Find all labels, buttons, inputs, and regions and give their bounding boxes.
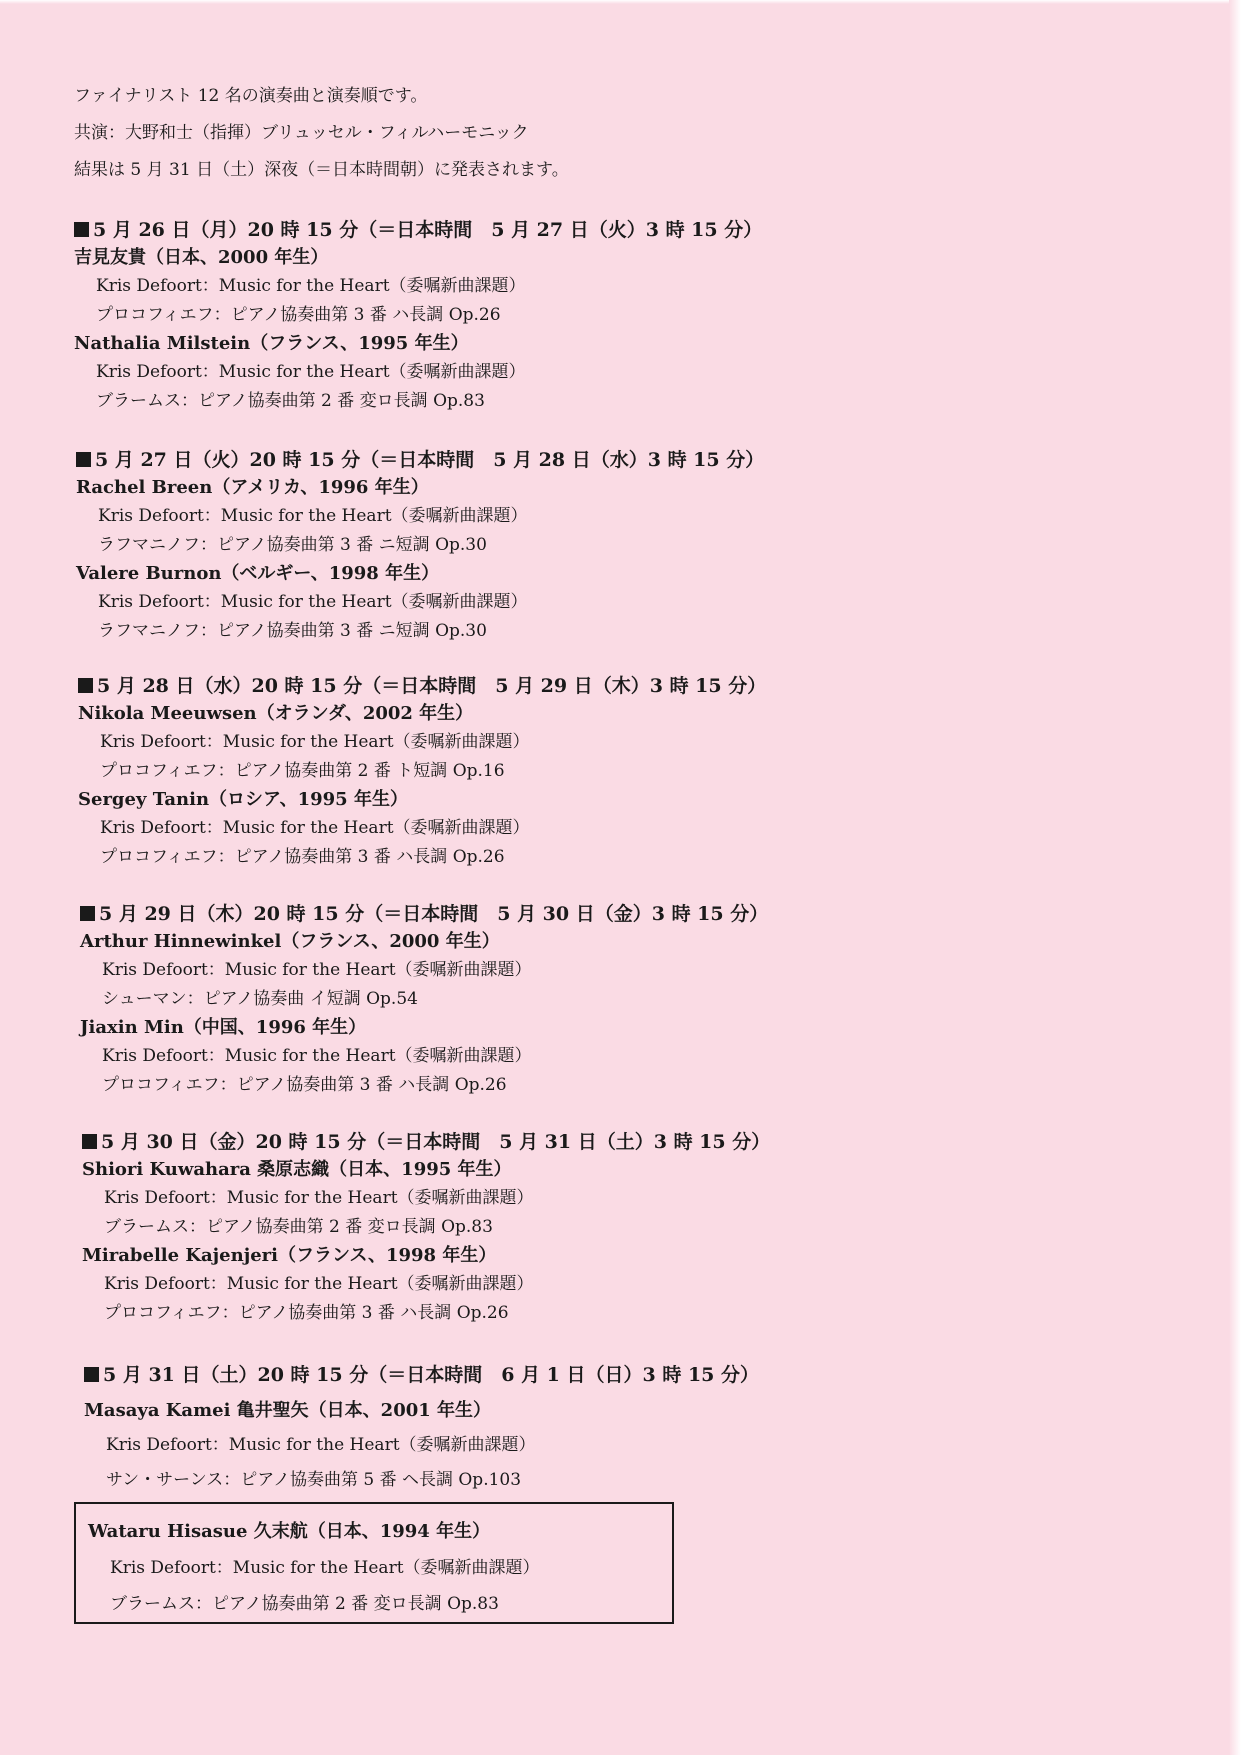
piece: Kris Defoort：Music for the Heart（委嘱新曲課題）	[106, 1435, 536, 1455]
black-square-icon	[78, 678, 93, 693]
session-heading-text: 5 月 27 日（火）20 時 15 分（＝日本時間 5 月 28 日（水）3 時 15 分）	[95, 449, 765, 471]
piece: Kris Defoort：Music for the Heart（委嘱新曲課題）	[96, 276, 526, 296]
performer-name: Mirabelle Kajenjeri（フランス、1998 年生）	[82, 1245, 497, 1266]
session-6	[84, 1358, 759, 1498]
piece: ブラームス：ピアノ協奏曲第 2 番 変ロ長調 Op.83	[104, 1217, 493, 1237]
session-heading-text: 5 月 28 日（水）20 時 15 分（＝日本時間 5 月 29 日（木）3 時 15 分）	[97, 675, 767, 697]
session-heading	[84, 1358, 759, 1393]
piece: Kris Defoort：Music for the Heart（委嘱新曲課題）	[102, 960, 532, 980]
performer-name: Nathalia Milstein（フランス、1995 年生）	[74, 333, 469, 354]
intro-line: 結果は 5 月 31 日（土）深夜（＝日本時間朝）に発表されます。	[74, 160, 569, 180]
page-top-edge	[0, 0, 1241, 4]
black-square-icon	[76, 452, 91, 467]
page-right-edge	[1229, 0, 1241, 1755]
performer-name: Nikola Meeuwsen（オランダ、2002 年生）	[78, 703, 474, 724]
session-1	[74, 216, 762, 416]
performer-name: Valere Burnon（ベルギー、1998 年生）	[76, 563, 440, 584]
piece: プロコフィエフ：ピアノ協奏曲第 2 番 ト短調 Op.16	[100, 761, 505, 781]
performer-name: Wataru Hisasue 久末航（日本、1994 年生）	[88, 1521, 491, 1542]
piece: Kris Defoort：Music for the Heart（委嘱新曲課題）	[110, 1558, 540, 1578]
performer-name: Shiori Kuwahara 桑原志織（日本、1995 年生）	[82, 1159, 512, 1180]
black-square-icon	[74, 222, 89, 237]
piece: プロコフィエフ：ピアノ協奏曲第 3 番 ハ長調 Op.26	[104, 1303, 509, 1323]
performer-name: Jiaxin Min（中国、1996 年生）	[80, 1017, 367, 1038]
session-heading	[78, 672, 766, 700]
piece: プロコフィエフ：ピアノ協奏曲第 3 番 ハ長調 Op.26	[102, 1075, 507, 1095]
session-2	[76, 446, 764, 646]
session-heading	[82, 1128, 770, 1156]
session-heading	[74, 216, 762, 244]
session-heading-text: 5 月 31 日（土）20 時 15 分（＝日本時間 6 月 1 日（日）3 時 15 分）	[103, 1364, 760, 1386]
performer-name: 吉見友貴（日本、2000 年生）	[74, 247, 329, 268]
piece: ラフマニノフ：ピアノ協奏曲第 3 番 ニ短調 Op.30	[98, 621, 487, 641]
performer-name: Arthur Hinnewinkel（フランス、2000 年生）	[80, 931, 500, 952]
session-heading	[76, 446, 764, 474]
piece: プロコフィエフ：ピアノ協奏曲第 3 番 ハ長調 Op.26	[100, 847, 505, 867]
performer-name: Rachel Breen（アメリカ、1996 年生）	[76, 477, 429, 498]
piece: Kris Defoort：Music for the Heart（委嘱新曲課題）	[96, 362, 526, 382]
session-3	[78, 672, 766, 872]
piece: ラフマニノフ：ピアノ協奏曲第 3 番 ニ短調 Op.30	[98, 535, 487, 555]
performer-name: Masaya Kamei 亀井聖矢（日本、2001 年生）	[84, 1400, 492, 1421]
intro-line: ファイナリスト 12 名の演奏曲と演奏順です。	[74, 86, 428, 106]
piece: Kris Defoort：Music for the Heart（委嘱新曲課題）	[98, 506, 528, 526]
piece: プロコフィエフ：ピアノ協奏曲第 3 番 ハ長調 Op.26	[96, 305, 501, 325]
piece: Kris Defoort：Music for the Heart（委嘱新曲課題）	[100, 818, 530, 838]
session-heading-text: 5 月 30 日（金）20 時 15 分（＝日本時間 5 月 31 日（土）3 時 15 分）	[101, 1131, 771, 1153]
session-heading-text: 5 月 26 日（月）20 時 15 分（＝日本時間 5 月 27 日（火）3 時 15 分）	[93, 219, 763, 241]
piece: Kris Defoort：Music for the Heart（委嘱新曲課題）	[102, 1046, 532, 1066]
session-5	[82, 1128, 770, 1328]
black-square-icon	[82, 1134, 97, 1149]
piece: Kris Defoort：Music for the Heart（委嘱新曲課題）	[100, 732, 530, 752]
intro-line: 共演：大野和士（指揮）ブリュッセル・フィルハーモニック	[74, 123, 529, 143]
piece: ブラームス：ピアノ協奏曲第 2 番 変ロ長調 Op.83	[110, 1594, 499, 1614]
piece: Kris Defoort：Music for the Heart（委嘱新曲課題）	[104, 1274, 534, 1294]
piece: Kris Defoort：Music for the Heart（委嘱新曲課題）	[104, 1188, 534, 1208]
highlighted-performer-box	[74, 1502, 674, 1624]
performer-name: Sergey Tanin（ロシア、1995 年生）	[78, 789, 408, 810]
session-heading	[80, 900, 768, 928]
piece: ブラームス：ピアノ協奏曲第 2 番 変ロ長調 Op.83	[96, 391, 485, 411]
piece: シューマン：ピアノ協奏曲 イ短調 Op.54	[102, 989, 418, 1009]
session-4	[80, 900, 768, 1100]
piece: Kris Defoort：Music for the Heart（委嘱新曲課題）	[98, 592, 528, 612]
black-square-icon	[84, 1367, 99, 1382]
piece: サン・サーンス：ピアノ協奏曲第 5 番 ヘ長調 Op.103	[106, 1470, 522, 1490]
intro-block	[74, 78, 569, 189]
black-square-icon	[80, 906, 95, 921]
session-heading-text: 5 月 29 日（木）20 時 15 分（＝日本時間 5 月 30 日（金）3 時 15 分）	[99, 903, 769, 925]
